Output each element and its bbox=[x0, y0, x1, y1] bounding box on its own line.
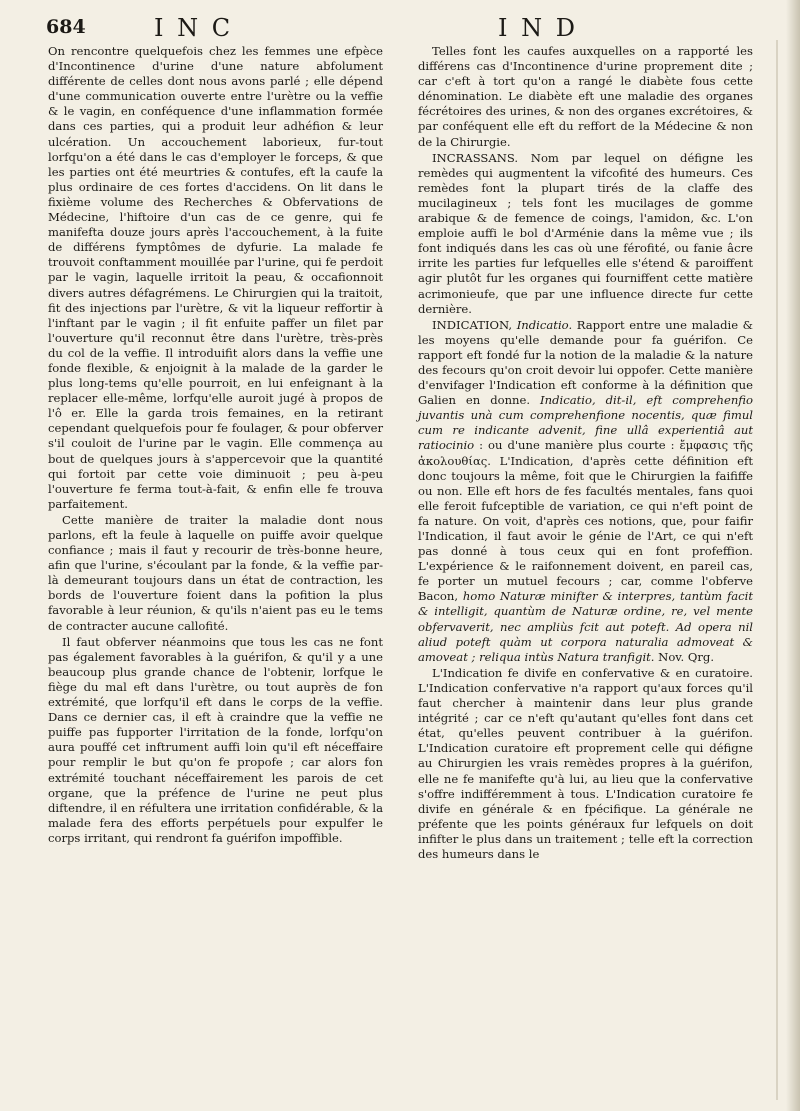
running-header bbox=[46, 14, 776, 42]
paragraph: Il faut obferver néanmoins que tous les cas ne font pas également favorables à la guérifon, & qu'il y a une beaucoup plus grande chance de l'obtenir, lorfque le fiège du mal eft dans l'urètre, ou tout auprès de fon extrémité, que lorfqu'il eft dans le corps de la veffie. Dans ce dernier cas, il eft à craindre que la veffie ne puiffe pas fupporter l'irritation de la fonde, lorfqu'on aura pouffé cet inftrument auffi loin qu'il eft néceffaire pour remplir le but qu'on fe propofe ; car alors fon extrémité touchant néceffairement les parois de cet organe, que la préfence de l'urine ne peut plus diftendre, il en réfultera une irritation confidérable, & la malade fera des efforts perpétuels pour expulfer le corps irritant, qui rendront fa guérifon impoffible. bbox=[48, 634, 383, 845]
right-column bbox=[418, 44, 753, 863]
entry-term: INDICATION, bbox=[432, 317, 513, 332]
entry-text: : ou d'une manière plus courte : ἔμφασις τῆς ἀκολουθίας. L'Indication, d'après cette définition eft donc toujours la même, foit que le Chirurgien la faififfe ou non. Elle eft hors de fes facultés mentales, fans quoi elle feroit fufceptible de variation, ce qui n'eft point de fa nature. On voit, d'après ces notions, que, pour faifir l'Indication, il faut avoir le génie de l'Art, ce qui n'eft pas donné à tous ceux qui en font profeffion. L'expérience & le raifonnement doivent, en pareil cas, fe porter un mutuel fecours ; car, comme l'obferve Bacon, bbox=[418, 438, 753, 604]
entry-term-latin: Indicatio. bbox=[516, 317, 573, 332]
entry-text: Rapport entre une maladie & les moyens qu'elle demande pour fa guérifon. Ce rapport eft fondé fur la notion de la maladie & la nature des fecours qu'on croit devoir lui oppofer. Cette manière d'envifager l'Indication eft conforme à la définition que Galien en donne. bbox=[418, 317, 754, 408]
page-gutter-line bbox=[776, 40, 778, 1100]
paragraph: Cette manière de traiter la maladie dont nous parlons, eft la feule à laquelle on puiffe avoir quelque confiance ; mais il faut y recourir de très-bonne heure, afin que l'urine, s'écoulant par la fonde, & la veffie par-là demeurant toujours dans un état de contraction, les bords de l'ouverture foient dans la pofition la plus favorable à leur réunion, & qu'ils n'aient pas eu le tems de contracter aucune callofité. bbox=[48, 512, 383, 633]
latin-quote: Indicatio, dit-il, eft comprehenfio juvantis unà cum comprehenfione nocentis, quæ fimul cum re indicante advenit, fine ullâ experientiâ aut ratiocinio bbox=[418, 393, 753, 453]
right-running-head: I N D bbox=[498, 14, 578, 42]
entry-text: Nom par lequel on défigne les remèdes qui augmentent la vifcofité des humeurs. Ces remèdes font la plupart tirés de la claffe des mucilagineux ; tels font les mucilages de gomme arabique & de femence de coings, l'amidon, &c. L'on emploie auffi le bol d'Arménie dans la même vue ; ils font indiqués dans les cas où une férofité, ou fanie âcre irrite les parties fur lefquelles elle s'étend & paroiffent agir plutôt fur les organes qui fourniffent cette matière acrimonieufe, que par une influence directe fur cette dernière. bbox=[418, 150, 753, 316]
page-edge-shadow bbox=[786, 0, 800, 1111]
paragraph: On rencontre quelquefois chez les femmes une efpèce d'Incontinence d'urine d'une nature abfolument différente de celles dont nous avons parlé ; elle dépend d'une communication ouverte entre l'urètre ou la veffie & le vagin, en conféquence d'une inflammation formée dans ces parties, qui a produit leur adhéfion & leur ulcération. Un accouchement laborieux, fur-tout lorfqu'on a été dans le cas d'employer le forceps, & que les parties ont été meurtries & contufes, eft la caufe la plus ordinaire de ces fortes d'accidens. On lit dans le fixième volume des Recherches & Obfervations de Médecine, l'hiftoire d'un cas de ce genre, qui fe manifefta douze jours après l'accouchement, à la fuite de différens fymptômes de dyfurie. La malade fe trouvoit conftamment mouillée par l'urine, qui fe perdoit par le vagin, laquelle irritoit la peau, & occafionnoit divers autres défagrémens. Le Chirurgien qui la traitoit, fit des injections par l'urètre, & vit la liqueur reffortir à l'inftant par le vagin ; il fit enfuite paffer un filet par l'ouverture qu'il reconnut être dans l'urètre, très-près du col de la veffie. Il introduifit alors dans la veffie une fonde flexible, & enjoignit à la malade de la garder le plus long-tems qu'elle pourroit, en lui enfeignant à la replacer elle-même, lorfqu'elle auroit jugé à propos de l'ô er. Elle la garda trois femaines, en la retirant cependant quelquefois pour fe foulager, & pour obferver s'il couloit de l'urine par le vagin. Elle commença au bout de quelques jours à s'appercevoir que la quantité qui fortoit par cette voie diminuoit ; peu à-peu l'ouverture fe ferma tout-à-fait, & enfin elle fe trouva parfaitement. bbox=[48, 44, 383, 511]
entry-incrassans bbox=[418, 151, 753, 317]
left-running-head: I N C bbox=[154, 14, 234, 42]
entry-term: INCRASSANS. bbox=[432, 150, 519, 165]
paragraph: L'Indication fe divife en confervative & en curatoire. L'Indication confervative n'a rapport qu'aux forces qu'il faut chercher à maintenir dans leur plus grande intégrité ; car ce n'eft qu'autant qu'elles font dans cet état, qu'elles peuvent contribuer à la guérifon. L'Indication curatoire eft proprement celle qui défigne au Chirurgien les vrais remèdes propres à la guérifon, elle ne fe manifefte qu'à lui, au lieu que la confervative s'offre indifféremment à tous. L'Indication curatoire fe divife en générale & en fpécifique. La générale ne préfente que les points généraux fur lefquels on doit infifter le plus dans un traitement ; telle eft la correction des humeurs dans le bbox=[418, 665, 753, 861]
left-column bbox=[48, 44, 383, 847]
paragraph: Telles font les caufes auxquelles on a rapporté les différens cas d'Incontinence d'urine proprement dite ; car c'eft à tort qu'on a rangé le diabète fous cette dénomination. Le diabète eft une maladie des organes fécrétoires des urines, & non des organes excrétoires, & par conféquent elle eft du reffort de la Médecine & non de la Chirurgie. bbox=[418, 44, 753, 149]
entry-text: Nov. Qrg. bbox=[654, 649, 715, 664]
entry-indication bbox=[418, 318, 753, 665]
latin-quote: homo Naturæ minifter & interpres, tantùm facit & intelligit, quantùm de Naturæ ordine, re, vel mente obfervaverit, nec ampliùs fcit aut poteft. Ad opera nil aliud poteft quàm ut corpora naturalia admoveat & amoveat ; reliqua intùs Natura tranfigit. bbox=[418, 589, 754, 664]
page-number: 684 bbox=[46, 16, 86, 38]
